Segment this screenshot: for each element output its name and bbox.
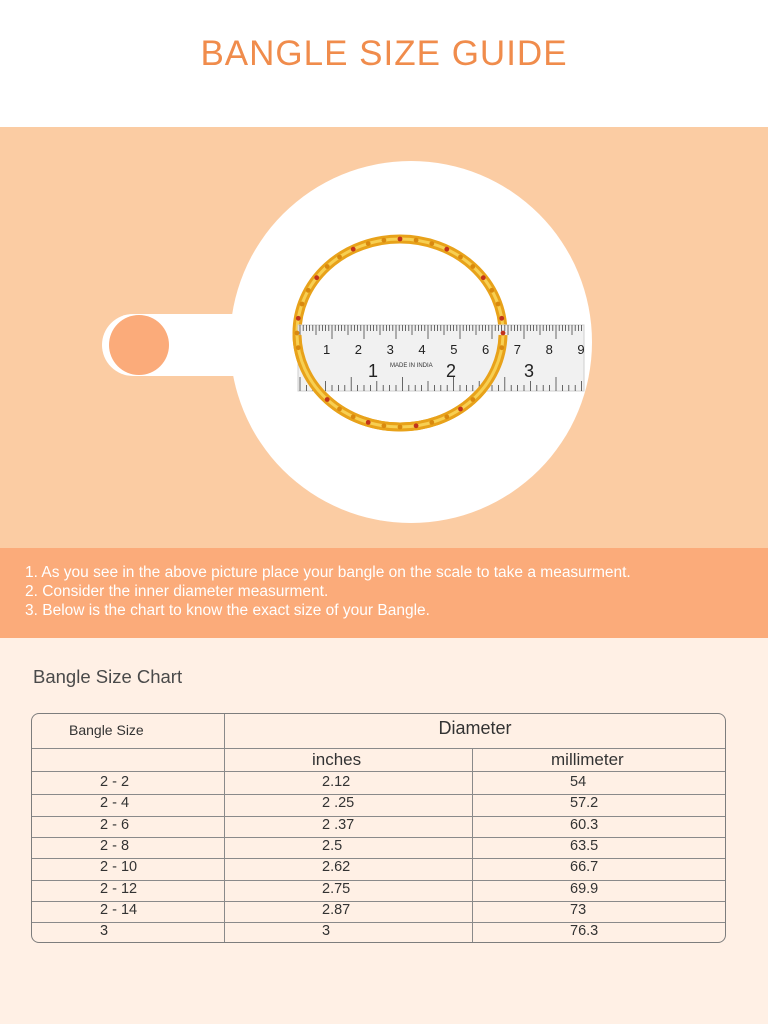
table-cell-inches: 2.87 bbox=[322, 901, 351, 918]
table-cell-inches: 2.62 bbox=[322, 859, 351, 876]
table-cell-size: 2 - 12 bbox=[100, 880, 138, 897]
ruler bbox=[298, 325, 585, 391]
table-cell-size: 2 - 2 bbox=[100, 774, 130, 790]
table-cell-inches: 2.75 bbox=[322, 880, 351, 897]
table-cell-size: 2 - 4 bbox=[100, 795, 130, 812]
table-cell-size: 2 - 6 bbox=[100, 816, 130, 833]
table-cell-size: 2 - 8 bbox=[100, 837, 130, 854]
table-cell-mm: 54 bbox=[570, 774, 587, 790]
table-cell-mm: 63.5 bbox=[570, 837, 599, 854]
ruler-top-number: 4 bbox=[418, 342, 426, 357]
ruler-top-number: 5 bbox=[450, 342, 458, 357]
instruction-step-2: 2. Consider the inner diameter measurment. bbox=[25, 583, 329, 600]
bangle-ruler-illustration bbox=[0, 127, 768, 548]
table-cell-mm: 76.3 bbox=[570, 923, 599, 940]
table-cell-mm: 60.3 bbox=[570, 816, 599, 833]
ruler-top-number: 7 bbox=[513, 342, 522, 357]
ruler-top-number: 3 bbox=[386, 342, 394, 357]
row-divider bbox=[32, 748, 726, 749]
row-divider bbox=[32, 922, 726, 923]
ruler-top-number: 1 bbox=[323, 342, 331, 357]
hero-banner bbox=[0, 127, 768, 548]
ruler-top-number: 2 bbox=[354, 342, 363, 357]
instruction-step-1: 1. As you see in the above picture place your bangle on the scale to take a measurment. bbox=[25, 564, 631, 581]
header-bangle-size: Bangle Size bbox=[69, 722, 144, 738]
title-band bbox=[0, 0, 768, 127]
row-divider bbox=[32, 794, 726, 795]
ruler-bottom-number: 1 bbox=[368, 361, 379, 381]
row-divider bbox=[32, 816, 726, 817]
ruler-bottom-number: 2 bbox=[446, 361, 457, 381]
row-divider bbox=[32, 771, 726, 772]
table-cell-inches: 3 bbox=[322, 923, 331, 940]
ruler-bottom-number: 3 bbox=[524, 361, 535, 381]
page-title: BANGLE SIZE GUIDE bbox=[200, 34, 568, 73]
ruler-top-number: 9 bbox=[577, 342, 585, 357]
table-cell-inches: 2.12 bbox=[322, 774, 351, 790]
table-cell-inches: 2 .37 bbox=[322, 816, 355, 833]
table-cell-mm: 57.2 bbox=[570, 795, 599, 812]
table-cell-mm: 73 bbox=[570, 901, 587, 918]
header-diameter: Diameter bbox=[438, 718, 512, 738]
header-inches: inches bbox=[312, 750, 362, 769]
table-cell-mm: 66.7 bbox=[570, 859, 599, 876]
size-table bbox=[31, 713, 726, 943]
table-cell-inches: 2.5 bbox=[322, 837, 343, 854]
instruction-step-3: 3. Below is the chart to know the exact size of your Bangle. bbox=[25, 602, 430, 619]
table-cell-size: 3 bbox=[100, 923, 109, 940]
header-millimeter: millimeter bbox=[551, 750, 624, 769]
table-cell-inches: 2 .25 bbox=[322, 795, 355, 812]
row-divider bbox=[32, 837, 726, 838]
table-cell-mm: 69.9 bbox=[570, 880, 599, 897]
table-cell-size: 2 - 10 bbox=[100, 859, 138, 876]
ruler-top-number: 6 bbox=[482, 342, 490, 357]
table-cell-size: 2 - 14 bbox=[100, 901, 138, 918]
ruler-top-number: 8 bbox=[545, 342, 553, 357]
ruler-brand-text: MADE IN INDIA bbox=[390, 363, 433, 369]
tab-dot bbox=[109, 315, 169, 375]
size-chart-title: Bangle Size Chart bbox=[33, 666, 183, 687]
column-divider bbox=[472, 748, 473, 943]
instructions-panel bbox=[0, 548, 768, 638]
